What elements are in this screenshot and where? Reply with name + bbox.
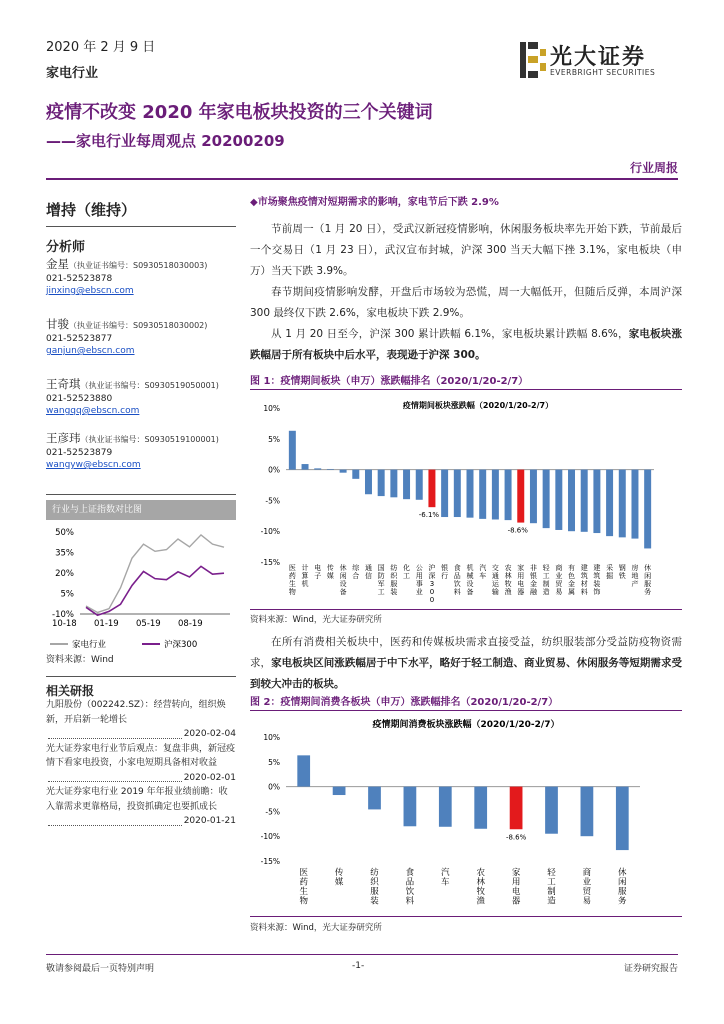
- bar-纺织服装: [368, 787, 381, 810]
- logo-text-cn: 光大证券: [550, 45, 647, 70]
- bar-钢铁: [619, 470, 626, 538]
- x-tick-label: 国防军工: [377, 564, 385, 596]
- x-tick-label: 01-19: [94, 619, 119, 629]
- sidebar-divider: [46, 226, 236, 227]
- y-tick-label: -10%: [52, 610, 74, 620]
- bar-交通运输: [492, 470, 499, 520]
- industry-label: 家电行业: [46, 66, 99, 81]
- related-heading: 相关研报: [46, 684, 95, 698]
- related-item[interactable]: [46, 785, 236, 829]
- x-tick-label: 汽车: [479, 564, 487, 580]
- y-tick-label: 10%: [263, 404, 280, 413]
- y-tick-label: -5%: [265, 807, 280, 817]
- analyst-cert: （执业证书编号：S0930519100001): [80, 435, 219, 444]
- figure-1-source: 资料来源：Wind，光大证券研究所: [250, 615, 382, 625]
- y-tick-label: 10%: [263, 733, 280, 742]
- figure-2-source: 资料来源：Wind，光大证券研究所: [250, 923, 382, 933]
- page-title: 疫情不改变 2020 年家电板块投资的三个关键词: [46, 102, 433, 123]
- x-tick-label: 电子: [314, 564, 322, 580]
- footer-label: 证券研究报告: [623, 964, 678, 974]
- figure-rule: [250, 389, 682, 390]
- related-title: 光大证券家电行业 2019 年年报业绩前瞻：收入靠需求更靠格局，投资抓确定也要抓成长: [46, 787, 228, 812]
- analyst-phone: 021-52523879: [46, 448, 113, 458]
- chart-title: 疫情期间板块涨跌幅（2020/1/20-2/7）: [402, 401, 554, 410]
- analyst-phone: 021-52523880: [46, 394, 113, 404]
- x-tick-label: 房地产: [631, 564, 639, 588]
- x-tick-label: 计算机: [301, 564, 309, 588]
- series-line: [86, 566, 224, 615]
- footer-disclaimer[interactable]: 敬请参阅最后一页特别声明: [46, 964, 155, 974]
- analyst-entry: [46, 256, 241, 316]
- related-item[interactable]: [46, 742, 236, 786]
- figure-rule: [250, 916, 682, 917]
- y-tick-label: 50%: [55, 528, 74, 538]
- y-tick-label: -15%: [260, 857, 280, 866]
- x-tick-label: 采掘: [606, 564, 614, 580]
- bar-银行: [441, 470, 448, 517]
- analyst-entry: [46, 316, 241, 376]
- analyst-email[interactable]: jinxing@ebscn.com: [46, 286, 134, 296]
- x-tick-label: 10-18: [52, 619, 77, 629]
- page-number: -1-: [352, 961, 365, 971]
- bar-公用事业: [416, 470, 423, 500]
- sidebar-divider: [46, 676, 236, 677]
- analyst-phone: 021-52523878: [46, 274, 113, 284]
- bar-食品饮料: [454, 470, 461, 517]
- x-tick-label: 纺织服装: [390, 564, 398, 596]
- paragraph-text: 从 1 月 20 日至今，沪深 300 累计跌幅 6.1%，家电板块累计跌幅 8.6%，: [271, 328, 629, 340]
- bar-轻工制造: [543, 470, 550, 529]
- bar-食品饮料: [404, 787, 417, 827]
- bar-商业贸易: [555, 470, 562, 530]
- sector-bar-chart: [250, 392, 682, 608]
- series-line: [86, 535, 224, 613]
- paragraph-emphasis: 家电板块涨跌幅居于所有板块中后水平，表现逊于沪深 300。: [250, 328, 683, 361]
- analyst-list: [46, 256, 241, 484]
- x-tick-label: 农林牧渔: [504, 564, 512, 596]
- x-tick-label: 农林牧渔: [476, 868, 485, 907]
- key-point-bullet: ◆市场聚焦疫情对短期需求的影响，家电节后下跌 2.9%: [250, 197, 499, 208]
- consumer-bar-chart: [250, 713, 682, 915]
- x-tick-label: 家用电器: [517, 564, 525, 596]
- analyst-entry: [46, 376, 241, 430]
- bar-休闲服务: [644, 470, 651, 549]
- bar-机械设备: [467, 470, 474, 518]
- x-tick-label: 纺织服装: [370, 868, 379, 907]
- chart-title: 疫情期间消费板块涨跌幅（2020/1/20-2/7）: [372, 720, 560, 730]
- x-tick-label: 食品饮料: [405, 868, 415, 907]
- x-tick-label: 化工: [403, 564, 411, 580]
- figure-1-heading: 图 1：疫情期间板块（申万）涨跌幅排名（2020/1/20-2/7）: [250, 376, 529, 387]
- related-title: 九阳股份（002242.SZ）：经营转向，组织焕新，开启新一轮增长: [46, 700, 226, 725]
- analyst-cert: （执业证书编号：S0930518030003): [69, 261, 208, 270]
- footer-divider: [46, 954, 678, 955]
- bar-综合: [352, 470, 359, 479]
- bar-电子: [314, 468, 321, 469]
- sidebar-divider: [46, 494, 236, 495]
- bar-农林牧渔: [474, 787, 487, 829]
- x-tick-label: 沪深 3 0 0: [428, 564, 436, 604]
- x-tick-label: 有色金属: [568, 564, 576, 596]
- bar-商业贸易: [581, 787, 594, 837]
- bar-通信: [365, 470, 372, 495]
- x-tick-label: 建筑装饰: [593, 564, 601, 596]
- related-list: [46, 698, 236, 829]
- analyst-name: 金星: [46, 257, 69, 271]
- y-tick-label: 0%: [268, 782, 280, 792]
- x-tick-label: 钢铁: [618, 564, 626, 580]
- x-tick-label: 轻工制造: [542, 564, 550, 596]
- x-tick-label: 公用事业: [415, 564, 423, 596]
- x-tick-label: 医药生物: [288, 564, 296, 596]
- logo-mark-icon: [520, 42, 546, 78]
- x-tick-label: 医药生物: [299, 868, 308, 907]
- bar-建筑装饰: [593, 470, 600, 533]
- bar-轻工制造: [545, 787, 558, 834]
- x-tick-label: 商业贸易: [582, 868, 592, 907]
- mini-chart-source: 资料来源：Wind: [46, 655, 114, 665]
- bar-传媒: [327, 469, 334, 470]
- report-type: 行业周报: [629, 161, 678, 175]
- header-divider: [46, 178, 678, 180]
- legend-label: 沪深300: [164, 640, 198, 650]
- paragraph: [250, 324, 682, 366]
- bar-建筑材料: [581, 470, 588, 532]
- bar-医药生物: [297, 755, 310, 786]
- bar-纺织服装: [390, 470, 397, 498]
- x-tick-label: 休闲设备: [339, 564, 347, 596]
- analyst-heading: 分析师: [46, 240, 86, 255]
- analyst-cert: （执业证书编号：S0930518030002): [69, 321, 208, 330]
- analyst-email[interactable]: wangyw@ebscn.com: [46, 460, 141, 470]
- x-tick-label: 传媒: [326, 564, 334, 580]
- bar-家用电器: [510, 787, 523, 830]
- paragraph: 春节期间疫情影响发酵，开盘后市场较为恐慌，周一大幅低开，但随后反弹，本周沪深 300 最终仅下跌 2.6%，家电板块下跌 2.9%。: [250, 286, 682, 319]
- paragraph: [250, 632, 682, 695]
- bar-休闲服务: [616, 787, 629, 850]
- bar-汽车: [439, 787, 452, 827]
- logo-text-en: EVERBRIGHT SECURITIES: [550, 68, 656, 77]
- bar-休闲设备: [340, 470, 347, 473]
- bar-有色金属: [568, 470, 575, 532]
- analyst-email[interactable]: ganjun@ebscn.com: [46, 346, 135, 356]
- paragraph-emphasis: 家电板块区间涨跌幅居于中下水平，略好于轻工制造、商业贸易、休闲服务等短期需求受到较大冲击的板块。: [250, 657, 683, 690]
- y-tick-label: -15%: [260, 558, 280, 567]
- x-tick-label: 05-19: [136, 619, 161, 629]
- mini-chart-title: 行业与上证指数对比图: [46, 500, 236, 520]
- mini-line-chart: [46, 522, 238, 652]
- x-tick-label: 商业贸易: [555, 564, 563, 596]
- paragraph: 节前周一（1 月 20 日），受武汉新冠疫情影响，休闲服务板块率先开始下跌，节前最后一个交易日（1 月 23 日），武汉宣布封城，沪深 300 当天大幅下挫 3.1%，家电板块（申万）当天下跌 3.9%。: [250, 223, 682, 277]
- x-tick-label: 传媒: [334, 868, 344, 888]
- analyst-email[interactable]: wangqq@ebscn.com: [46, 406, 140, 416]
- y-tick-label: 5%: [268, 757, 280, 767]
- x-tick-label: 休闲服务: [618, 868, 627, 907]
- related-date: 2020-01-21: [183, 816, 236, 826]
- y-tick-label: 0%: [268, 465, 280, 475]
- x-tick-label: 建筑材料: [580, 564, 588, 596]
- y-tick-label: 5%: [268, 434, 280, 444]
- report-date: 2020 年 2 月 9 日: [46, 40, 156, 55]
- bar-沪深300: [428, 470, 435, 508]
- bar-传媒: [333, 787, 346, 795]
- bar-计算机: [302, 464, 309, 470]
- x-tick-label: 通信: [364, 564, 372, 580]
- related-date: 2020-02-01: [183, 772, 236, 783]
- related-item[interactable]: [46, 698, 236, 742]
- analyst-cert: （执业证书编号：S0930519050001): [80, 381, 219, 390]
- y-tick-label: -10%: [260, 527, 280, 537]
- bar-汽车: [479, 470, 486, 519]
- figure-rule: [250, 710, 682, 711]
- analyst-name: 王彦玮: [46, 431, 81, 445]
- y-tick-label: 5%: [60, 589, 74, 600]
- x-tick-label: 综合: [352, 564, 360, 580]
- x-tick-label: 机械设备: [466, 564, 474, 596]
- y-tick-label: -10%: [260, 832, 280, 842]
- x-tick-label: 08-19: [178, 619, 203, 629]
- analyst-entry: [46, 430, 241, 484]
- data-label: -8.6%: [507, 526, 528, 535]
- rating: 增持（维持）: [46, 201, 137, 219]
- x-tick-label: 家用电器: [511, 868, 521, 907]
- analyst-name: 王奇琪: [46, 377, 81, 391]
- data-label: -8.6%: [505, 833, 527, 842]
- bar-农林牧渔: [505, 470, 512, 521]
- bar-采掘: [606, 470, 613, 537]
- bar-国防军工: [378, 470, 385, 496]
- paragraph-text: 在所有消费相关板块中，医药和传媒板块需求直接受益，纺织服装部分受益防疫物资需求，: [250, 636, 682, 669]
- bar-医药生物: [289, 431, 296, 470]
- analyst-phone: 021-52523877: [46, 334, 113, 344]
- data-label: -6.1%: [418, 511, 440, 520]
- x-tick-label: 汽车: [441, 868, 450, 888]
- y-tick-label: 20%: [55, 569, 74, 579]
- y-tick-label: -5%: [265, 496, 280, 506]
- legend-label: 家电行业: [72, 640, 107, 650]
- figure-rule: [250, 609, 682, 610]
- x-tick-label: 食品饮料: [453, 564, 461, 596]
- page-subtitle: ——家电行业每周观点 20200209: [46, 132, 285, 150]
- x-tick-label: 非银金融: [529, 564, 537, 596]
- x-tick-label: 休闲服务: [644, 564, 652, 596]
- related-title: 光大证券家电行业节后观点：复盘非典，新冠疫情下看家电投资，小家电短期具备相对收益: [46, 743, 236, 768]
- company-logo: [520, 40, 700, 80]
- analyst-name: 甘骏: [46, 317, 69, 331]
- related-date: 2020-02-04: [183, 729, 236, 739]
- bar-化工: [403, 470, 410, 500]
- bar-家用电器: [517, 470, 524, 523]
- x-tick-label: 交通运输: [491, 564, 499, 596]
- x-tick-label: 轻工制造: [547, 868, 556, 907]
- y-tick-label: 35%: [55, 548, 74, 559]
- bar-非银金融: [530, 470, 537, 524]
- figure-2-heading: 图 2：疫情期间消费各板块（申万）涨跌幅排名（2020/1/20-2/7）: [250, 697, 559, 708]
- x-tick-label: 银行: [441, 564, 449, 580]
- bar-房地产: [631, 470, 638, 539]
